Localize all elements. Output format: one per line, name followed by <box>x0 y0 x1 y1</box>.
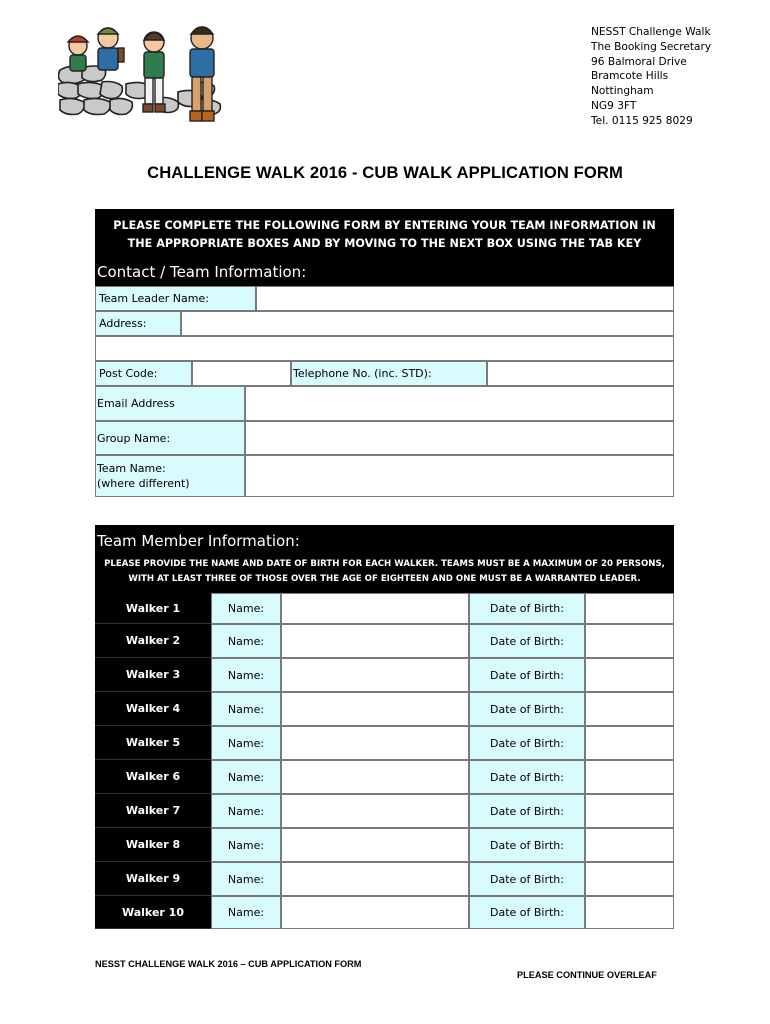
walker-name-label: Name: <box>211 862 281 896</box>
walker-name-field[interactable] <box>281 692 469 726</box>
team-name-label <box>95 455 245 497</box>
walker-name-label: Name: <box>211 896 281 929</box>
walker-label: Walker 7 <box>95 794 211 828</box>
walker-dob-field[interactable] <box>585 726 674 760</box>
group-name-label: Group Name: <box>95 421 245 455</box>
walker-dob-field[interactable] <box>585 794 674 828</box>
walker-dob-label: Date of Birth: <box>469 692 585 726</box>
walker-name-field[interactable] <box>281 828 469 862</box>
telephone-field[interactable] <box>487 361 674 386</box>
team-leader-field[interactable] <box>256 286 674 311</box>
email-field[interactable] <box>245 386 674 421</box>
walker-name-label: Name: <box>211 760 281 794</box>
walker-dob-field[interactable] <box>585 896 674 929</box>
walker-dob-field[interactable] <box>585 658 674 692</box>
walker-label: Walker 6 <box>95 760 211 794</box>
walker-label: Walker 10 <box>95 896 211 929</box>
walker-dob-field[interactable] <box>585 624 674 658</box>
contact-section-header <box>95 209 674 286</box>
footer-form-name: NESST CHALLENGE WALK 2016 – CUB APPLICATION FORM <box>95 959 362 969</box>
walker-label: Walker 4 <box>95 692 211 726</box>
walker-label: Walker 1 <box>95 593 211 624</box>
walker-dob-label: Date of Birth: <box>469 760 585 794</box>
address-field-line2[interactable] <box>95 336 674 361</box>
walker-dob-label: Date of Birth: <box>469 896 585 929</box>
walker-dob-label: Date of Birth: <box>469 794 585 828</box>
walker-name-field[interactable] <box>281 624 469 658</box>
walker-label: Walker 2 <box>95 624 211 658</box>
team-section-heading: Team Member Information: <box>97 532 300 550</box>
walker-row <box>95 658 674 692</box>
walker-name-label: Name: <box>211 593 281 624</box>
walker-dob-field[interactable] <box>585 760 674 794</box>
walker-dob-label: Date of Birth: <box>469 726 585 760</box>
address-line: 96 Balmoral Drive <box>591 55 687 68</box>
instruction-line: PLEASE COMPLETE THE FOLLOWING FORM BY ENTERING YOUR TEAM INFORMATION IN <box>113 219 656 232</box>
walker-label: Walker 8 <box>95 828 211 862</box>
walker-name-label: Name: <box>211 658 281 692</box>
team-leader-label: Team Leader Name: <box>95 286 256 311</box>
email-label: Email Address <box>95 386 245 421</box>
walker-row <box>95 760 674 794</box>
walker-dob-field[interactable] <box>585 862 674 896</box>
walker-dob-label: Date of Birth: <box>469 624 585 658</box>
address-line: Nottingham <box>591 85 654 98</box>
walker-name-field[interactable] <box>281 794 469 828</box>
walker-label: Walker 9 <box>95 862 211 896</box>
instruction-line: PLEASE PROVIDE THE NAME AND DATE OF BIRTH FOR EACH WALKER. TEAMS MUST BE A MAXIMUM OF 20 PERSONS, <box>104 559 665 569</box>
walker-name-label: Name: <box>211 726 281 760</box>
address-line: Tel. 0115 925 8029 <box>591 114 693 127</box>
post-code-label: Post Code: <box>95 361 192 386</box>
post-code-field[interactable] <box>192 361 291 386</box>
walker-dob-label: Date of Birth: <box>469 593 585 624</box>
walker-label: Walker 3 <box>95 658 211 692</box>
address-line: The Booking Secretary <box>591 40 712 53</box>
address-line: NESST Challenge Walk <box>591 26 711 38</box>
walker-row <box>95 593 674 624</box>
walker-label: Walker 5 <box>95 726 211 760</box>
walker-name-label: Name: <box>211 692 281 726</box>
walker-name-field[interactable] <box>281 862 469 896</box>
footer-continue-note: PLEASE CONTINUE OVERLEAF <box>517 970 657 980</box>
walker-name-label: Name: <box>211 794 281 828</box>
walker-dob-field[interactable] <box>585 692 674 726</box>
walker-name-label: Name: <box>211 828 281 862</box>
cub-scouts-illustration <box>58 18 246 138</box>
contact-instructions <box>95 217 674 252</box>
address-line: NG9 3FT <box>591 99 637 112</box>
instruction-line: THE APPROPRIATE BOXES AND BY MOVING TO THE NEXT BOX USING THE TAB KEY <box>127 236 642 250</box>
walker-name-field[interactable] <box>281 658 469 692</box>
team-instructions <box>95 557 674 587</box>
walker-row <box>95 726 674 760</box>
walker-row <box>95 624 674 658</box>
postal-address <box>591 25 761 129</box>
address-label: Address: <box>95 311 181 336</box>
instruction-line: WITH AT LEAST THREE OF THOSE OVER THE AGE OF EIGHTEEN AND ONE MUST BE A WARRANTED LEADER. <box>128 574 641 584</box>
walker-row <box>95 828 674 862</box>
team-name-field[interactable] <box>245 455 674 497</box>
walker-name-field[interactable] <box>281 726 469 760</box>
telephone-label: Telephone No. (inc. STD): <box>291 361 487 386</box>
walker-name-label: Name: <box>211 624 281 658</box>
walker-name-field[interactable] <box>281 896 469 929</box>
address-line: Bramcote Hills <box>591 70 669 83</box>
address-field-line1[interactable] <box>181 311 674 336</box>
team-name-label-note: (where different) <box>97 477 190 490</box>
form-title: CHALLENGE WALK 2016 - CUB WALK APPLICATION FORM <box>147 163 623 182</box>
walker-dob-label: Date of Birth: <box>469 828 585 862</box>
team-name-label-line: Team Name: <box>97 462 166 475</box>
walker-dob-label: Date of Birth: <box>469 658 585 692</box>
walker-dob-field[interactable] <box>585 828 674 862</box>
walker-row <box>95 896 674 929</box>
walker-row <box>95 862 674 896</box>
walker-name-field[interactable] <box>281 593 469 624</box>
walker-dob-field[interactable] <box>585 593 674 624</box>
walker-row <box>95 692 674 726</box>
walker-dob-label: Date of Birth: <box>469 862 585 896</box>
contact-section-heading: Contact / Team Information: <box>97 263 307 281</box>
walker-name-field[interactable] <box>281 760 469 794</box>
team-section-header <box>95 525 674 593</box>
group-name-field[interactable] <box>245 421 674 455</box>
walker-row <box>95 794 674 828</box>
